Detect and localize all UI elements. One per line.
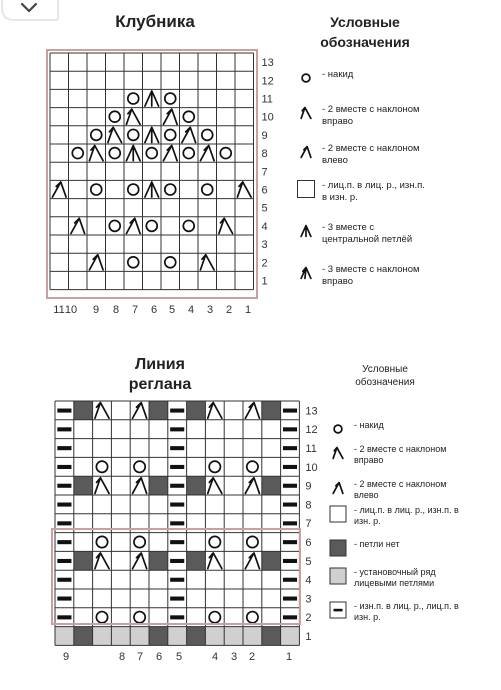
no-stitch-cell bbox=[149, 476, 168, 495]
column-number-label: 3 bbox=[206, 304, 214, 316]
chart2-title: Линия реглана bbox=[128, 356, 192, 393]
row-number-label: 1 bbox=[261, 275, 268, 288]
yarn-over-icon bbox=[247, 536, 258, 547]
row-number-label: 3 bbox=[305, 593, 312, 606]
purl-bar-icon bbox=[283, 484, 297, 488]
purl-bar-icon bbox=[57, 465, 71, 469]
knit-stitch-icon bbox=[298, 181, 315, 198]
no-stitch-cell bbox=[149, 627, 168, 646]
row-number-label: 11 bbox=[305, 443, 317, 455]
row-number-label: 8 bbox=[305, 499, 312, 512]
chart1-legend-title: Условные обозначения bbox=[320, 14, 410, 50]
no-stitch-cell bbox=[187, 401, 206, 420]
purl-bar-icon bbox=[57, 578, 71, 582]
column-number-label: 1 bbox=[244, 304, 252, 316]
legend-text: - 3 вместе с наклоном вправо bbox=[322, 264, 420, 287]
row-number-label: 12 bbox=[305, 424, 318, 437]
yarn-over-icon bbox=[96, 536, 107, 547]
yarn-over-icon bbox=[134, 461, 145, 472]
column-number-label: 9 bbox=[92, 304, 100, 316]
cast-on-row-cell bbox=[224, 627, 243, 646]
row-number-label: 6 bbox=[261, 184, 268, 197]
purl-bar-icon bbox=[170, 540, 184, 544]
yarn-over-icon bbox=[134, 536, 145, 547]
row-number-label: 5 bbox=[305, 555, 312, 568]
k2tog-right-icon bbox=[208, 403, 222, 419]
no-stitch-cell bbox=[262, 551, 281, 570]
column-number-label: 11 bbox=[53, 304, 65, 316]
no-stitch-cell bbox=[149, 401, 168, 420]
cast-on-row-cell bbox=[281, 627, 300, 646]
purl-bar-icon bbox=[57, 484, 71, 488]
legend-text: - лиц.п. в лиц. р., изн.п. в изн. р. bbox=[354, 505, 459, 526]
k3tog-center-icon bbox=[301, 226, 311, 237]
row-number-label: 9 bbox=[261, 129, 268, 142]
column-number-label: 5 bbox=[168, 304, 176, 316]
cast-on-row-cell bbox=[93, 627, 112, 646]
purl-bar-icon bbox=[170, 597, 184, 601]
row-number-label: 13 bbox=[261, 57, 274, 70]
no-stitch-cell bbox=[187, 551, 206, 570]
legend-text: - установочный ряд лицевыми петлями bbox=[354, 567, 436, 588]
cast-on-row-cell bbox=[111, 627, 130, 646]
purl-bar-icon bbox=[283, 409, 297, 413]
row-number-label: 7 bbox=[305, 518, 312, 531]
purl-bar-icon bbox=[57, 427, 71, 431]
no-stitch-cell bbox=[262, 627, 281, 646]
purl-bar-icon bbox=[57, 597, 71, 601]
yarn-over-icon bbox=[334, 425, 342, 433]
no-stitch-cell bbox=[262, 476, 281, 495]
k3tog-right-icon bbox=[301, 268, 311, 279]
chart2-legend-title: Условные обозначения bbox=[355, 364, 415, 388]
purl-bar-icon bbox=[283, 578, 297, 582]
row-number-label: 4 bbox=[305, 574, 312, 587]
column-number-label: 7 bbox=[131, 304, 139, 316]
yarn-over-icon bbox=[96, 612, 107, 623]
k2tog-right-icon bbox=[208, 553, 222, 569]
legend-symbol bbox=[327, 565, 349, 587]
purl-bar-icon bbox=[283, 465, 297, 469]
k2tog-left-icon bbox=[301, 147, 311, 158]
legend-text: - 3 вместе с центральной петлёй bbox=[322, 222, 413, 245]
no-stitch-icon bbox=[330, 540, 346, 556]
yarn-over-icon bbox=[96, 461, 107, 472]
k2tog-right-icon bbox=[95, 553, 109, 569]
legend-symbol bbox=[327, 503, 349, 525]
purl-bar-icon bbox=[170, 578, 184, 582]
cast-on-row-cell bbox=[168, 627, 187, 646]
row-number-label: 2 bbox=[305, 612, 312, 625]
knit-stitch-icon bbox=[330, 506, 346, 522]
purl-bar-icon bbox=[283, 559, 297, 563]
legend-text: - 2 вместе с наклоном влево bbox=[322, 143, 420, 166]
row-number-label: 7 bbox=[261, 166, 268, 179]
legend-symbol bbox=[327, 599, 349, 621]
column-number-label: 6 bbox=[155, 651, 163, 663]
cast-on-row-cell bbox=[55, 627, 74, 646]
cast-on-row-cell bbox=[243, 627, 262, 646]
k2tog-right-icon bbox=[95, 478, 109, 494]
row-number-label: 5 bbox=[261, 202, 268, 215]
yarn-over-icon bbox=[247, 461, 258, 472]
no-stitch-cell bbox=[74, 476, 93, 495]
no-stitch-cell bbox=[262, 401, 281, 420]
legend-symbol bbox=[327, 477, 349, 499]
purl-bar-icon bbox=[334, 609, 343, 612]
legend-text: - 2 вместе с наклоном вправо bbox=[322, 104, 420, 127]
cast-on-row-cell bbox=[130, 627, 149, 646]
purl-bar-icon bbox=[57, 559, 71, 563]
cast-on-row-icon bbox=[330, 568, 346, 584]
column-number-label: 4 bbox=[187, 304, 195, 316]
row-number-label: 11 bbox=[261, 93, 273, 106]
k2tog-left-icon bbox=[133, 553, 147, 569]
purl-bar-icon bbox=[283, 597, 297, 601]
purl-bar-icon bbox=[283, 521, 297, 525]
column-number-label: 1 bbox=[285, 651, 293, 663]
legend-text: - накид bbox=[354, 420, 384, 430]
purl-bar-icon bbox=[283, 540, 297, 544]
k2tog-right-icon bbox=[208, 478, 222, 494]
purl-bar-icon bbox=[170, 503, 184, 507]
k2tog-right-icon bbox=[95, 403, 109, 419]
legend-symbol bbox=[295, 102, 317, 124]
row-number-label: 10 bbox=[305, 461, 318, 474]
purl-bar-icon bbox=[170, 409, 184, 413]
k2tog-left-icon bbox=[133, 403, 147, 419]
k2tog-left-icon bbox=[333, 483, 343, 494]
k2tog-left-icon bbox=[245, 553, 259, 569]
column-number-label: 2 bbox=[225, 304, 233, 316]
yarn-over-icon bbox=[209, 536, 220, 547]
column-number-label: 5 bbox=[175, 651, 183, 663]
no-stitch-cell bbox=[74, 551, 93, 570]
purl-bar-icon bbox=[170, 521, 184, 525]
row-number-label: 13 bbox=[305, 405, 318, 418]
purl-bar-icon bbox=[283, 427, 297, 431]
row-number-label: 12 bbox=[261, 75, 274, 88]
purl-bar-icon bbox=[170, 484, 184, 488]
row-number-label: 3 bbox=[261, 239, 268, 252]
k2tog-left-icon bbox=[245, 478, 259, 494]
yarn-over-icon bbox=[302, 74, 310, 82]
no-stitch-cell bbox=[187, 627, 206, 646]
no-stitch-cell bbox=[74, 401, 93, 420]
purl-bar-icon bbox=[57, 615, 71, 619]
column-number-label: 6 bbox=[150, 304, 158, 316]
yarn-over-icon bbox=[247, 612, 258, 623]
column-number-label: 7 bbox=[136, 651, 144, 663]
purl-bar-icon bbox=[283, 446, 297, 450]
k2tog-left-icon bbox=[133, 478, 147, 494]
row-number-label: 4 bbox=[261, 220, 268, 233]
row-number-label: 10 bbox=[261, 111, 274, 124]
purl-bar-icon bbox=[283, 503, 297, 507]
purl-bar-icon bbox=[170, 446, 184, 450]
legend-symbol bbox=[327, 442, 349, 464]
legend-symbol bbox=[327, 418, 349, 440]
purl-bar-icon bbox=[170, 465, 184, 469]
purl-bar-icon bbox=[57, 409, 71, 413]
legend-text: - накид bbox=[322, 69, 354, 80]
purl-bar-icon bbox=[170, 615, 184, 619]
row-number-label: 2 bbox=[261, 257, 268, 270]
legend-symbol bbox=[295, 67, 317, 89]
legend-text: - 2 вместе с наклоном влево bbox=[354, 479, 447, 500]
row-number-label: 6 bbox=[305, 537, 312, 549]
column-number-label: 2 bbox=[248, 651, 256, 663]
column-number-label: 9 bbox=[62, 651, 70, 663]
purl-bar-icon bbox=[170, 559, 184, 563]
yarn-over-icon bbox=[134, 612, 145, 623]
column-number-label: 3 bbox=[230, 651, 238, 663]
purl-bar-icon bbox=[57, 521, 71, 525]
no-stitch-cell bbox=[74, 627, 93, 646]
column-number-label: 4 bbox=[211, 651, 219, 663]
chart1-title: Клубника bbox=[115, 12, 195, 31]
legend-symbol bbox=[295, 220, 317, 242]
row-number-label: 1 bbox=[305, 631, 312, 643]
yarn-over-icon bbox=[209, 612, 220, 623]
legend-text: - лиц.п. в лиц. р., изн.п. в изн. р. bbox=[322, 180, 425, 203]
legend-symbol bbox=[295, 141, 317, 163]
no-stitch-cell bbox=[187, 476, 206, 495]
legend-symbol bbox=[295, 262, 317, 284]
row-number-label: 8 bbox=[261, 148, 268, 161]
cast-on-row-cell bbox=[205, 627, 224, 646]
column-number-label: 8 bbox=[112, 304, 120, 316]
purl-bar-icon bbox=[57, 446, 71, 450]
no-stitch-cell bbox=[149, 551, 168, 570]
legend-text: - изн.п. в лиц. р., лиц.п. в изн. р. bbox=[354, 601, 459, 622]
legend-symbol bbox=[327, 537, 349, 559]
purl-bar-icon bbox=[170, 427, 184, 431]
k2tog-left-icon bbox=[245, 403, 259, 419]
legend-symbol bbox=[295, 178, 317, 200]
purl-bar-icon bbox=[57, 540, 71, 544]
legend-text: - 2 вместе с наклоном вправо bbox=[354, 444, 447, 465]
purl-bar-icon bbox=[283, 615, 297, 619]
k2tog-right-icon bbox=[301, 108, 311, 119]
column-number-label: 10 bbox=[64, 304, 78, 316]
yarn-over-icon bbox=[209, 461, 220, 472]
legend-text: - петли нет bbox=[354, 539, 400, 549]
purl-bar-icon bbox=[57, 503, 71, 507]
k2tog-right-icon bbox=[333, 448, 343, 459]
column-number-label: 8 bbox=[118, 651, 126, 663]
row-number-label: 9 bbox=[305, 480, 312, 493]
